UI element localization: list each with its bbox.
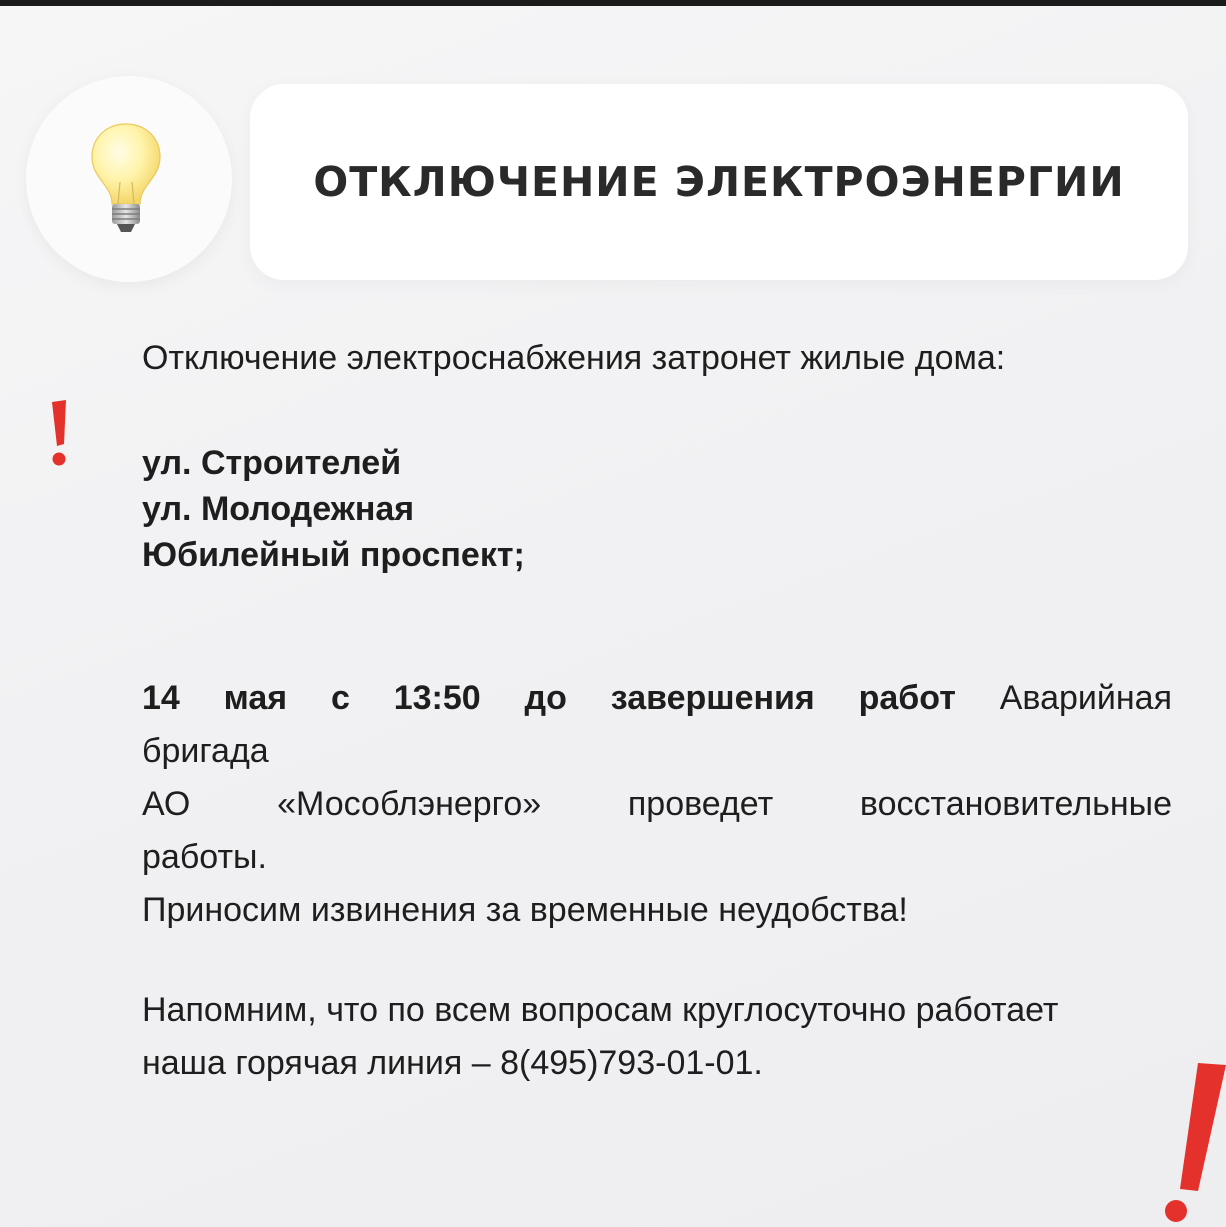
- title-card: [250, 84, 1188, 280]
- schedule-line: работы.: [142, 838, 267, 876]
- page-title: ОТКЛЮЧЕНИЕ ЭЛЕКТРОЭНЕРГИИ: [313, 158, 1125, 206]
- schedule-line: бригада: [142, 732, 269, 770]
- schedule-text: Аварийная: [999, 679, 1172, 717]
- street-item: ул. Молодежная: [142, 490, 415, 528]
- lightbulb-icon: [86, 120, 166, 240]
- street-item: Юбилейный проспект;: [142, 536, 525, 574]
- hotline-line: наша горячая линия – 8(495)793-01-01.: [142, 1044, 763, 1082]
- intro-text: Отключение электроснабжения затронет жилые дома:: [142, 339, 1006, 377]
- schedule-paragraph: [142, 672, 1172, 937]
- schedule-line: АО «Мособлэнерго» проведет восстановительные: [142, 785, 1172, 823]
- hotline-line: Напомним, что по всем вопросам круглосуточно работает: [142, 991, 1059, 1029]
- schedule-date: 14 мая с 13:50 до завершения работ: [142, 679, 956, 717]
- street-list: [142, 440, 1172, 578]
- schedule-line: [142, 672, 1172, 725]
- exclamation-icon: [26, 396, 86, 476]
- hotline-paragraph: [142, 984, 1172, 1090]
- top-border: [0, 0, 1226, 6]
- street-item: ул. Строителей: [142, 444, 402, 482]
- apology-text: Приносим извинения за временные неудобства!: [142, 891, 908, 929]
